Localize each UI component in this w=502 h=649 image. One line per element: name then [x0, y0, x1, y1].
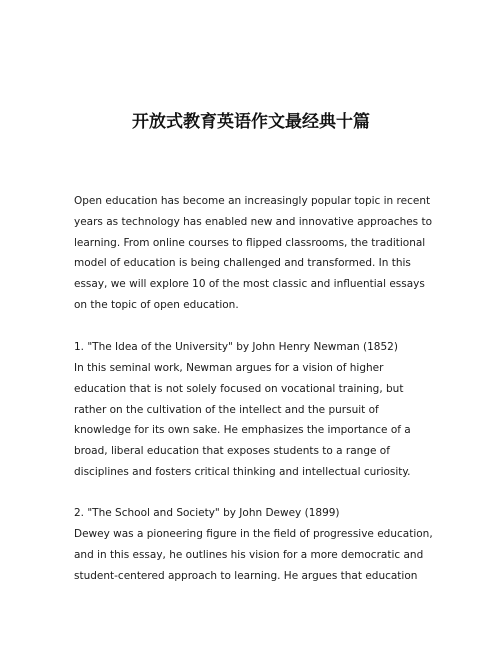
- section-body-1: In this seminal work, Newman argues for a vision of higher education that is not solely focused on vocational training, but rather on the cultivation of the intellect and the pursuit of knowledge for its own sake. He emphasizes the importance of a broad, liberal education that exposes students to a range of disciplines and fosters critical thinking and intellectual curiosity.: [74, 362, 411, 478]
- section-heading-2: 2. "The School and Society" by John Dewey (1899): [74, 507, 340, 519]
- page-title: 开放式教育英语作文最经典十篇: [132, 112, 370, 132]
- section-heading-1: 1. "The Idea of the University" by John Henry Newman (1852): [74, 341, 398, 353]
- intro-paragraph: Open education has become an increasingly popular topic in recent years as technology has enabled new and innovative approaches to learning. From online courses to flipped classrooms, the traditional model of education is being challenged and transformed. In this essay, we will explore 10 of the most classic and influential essays on the topic of open education.: [74, 195, 433, 311]
- section-body-2: Dewey was a pioneering figure in the field of progressive education, and in this essay, he outlines his vision for a more democratic and student-centered approach to learning. He argues that education: [74, 528, 433, 582]
